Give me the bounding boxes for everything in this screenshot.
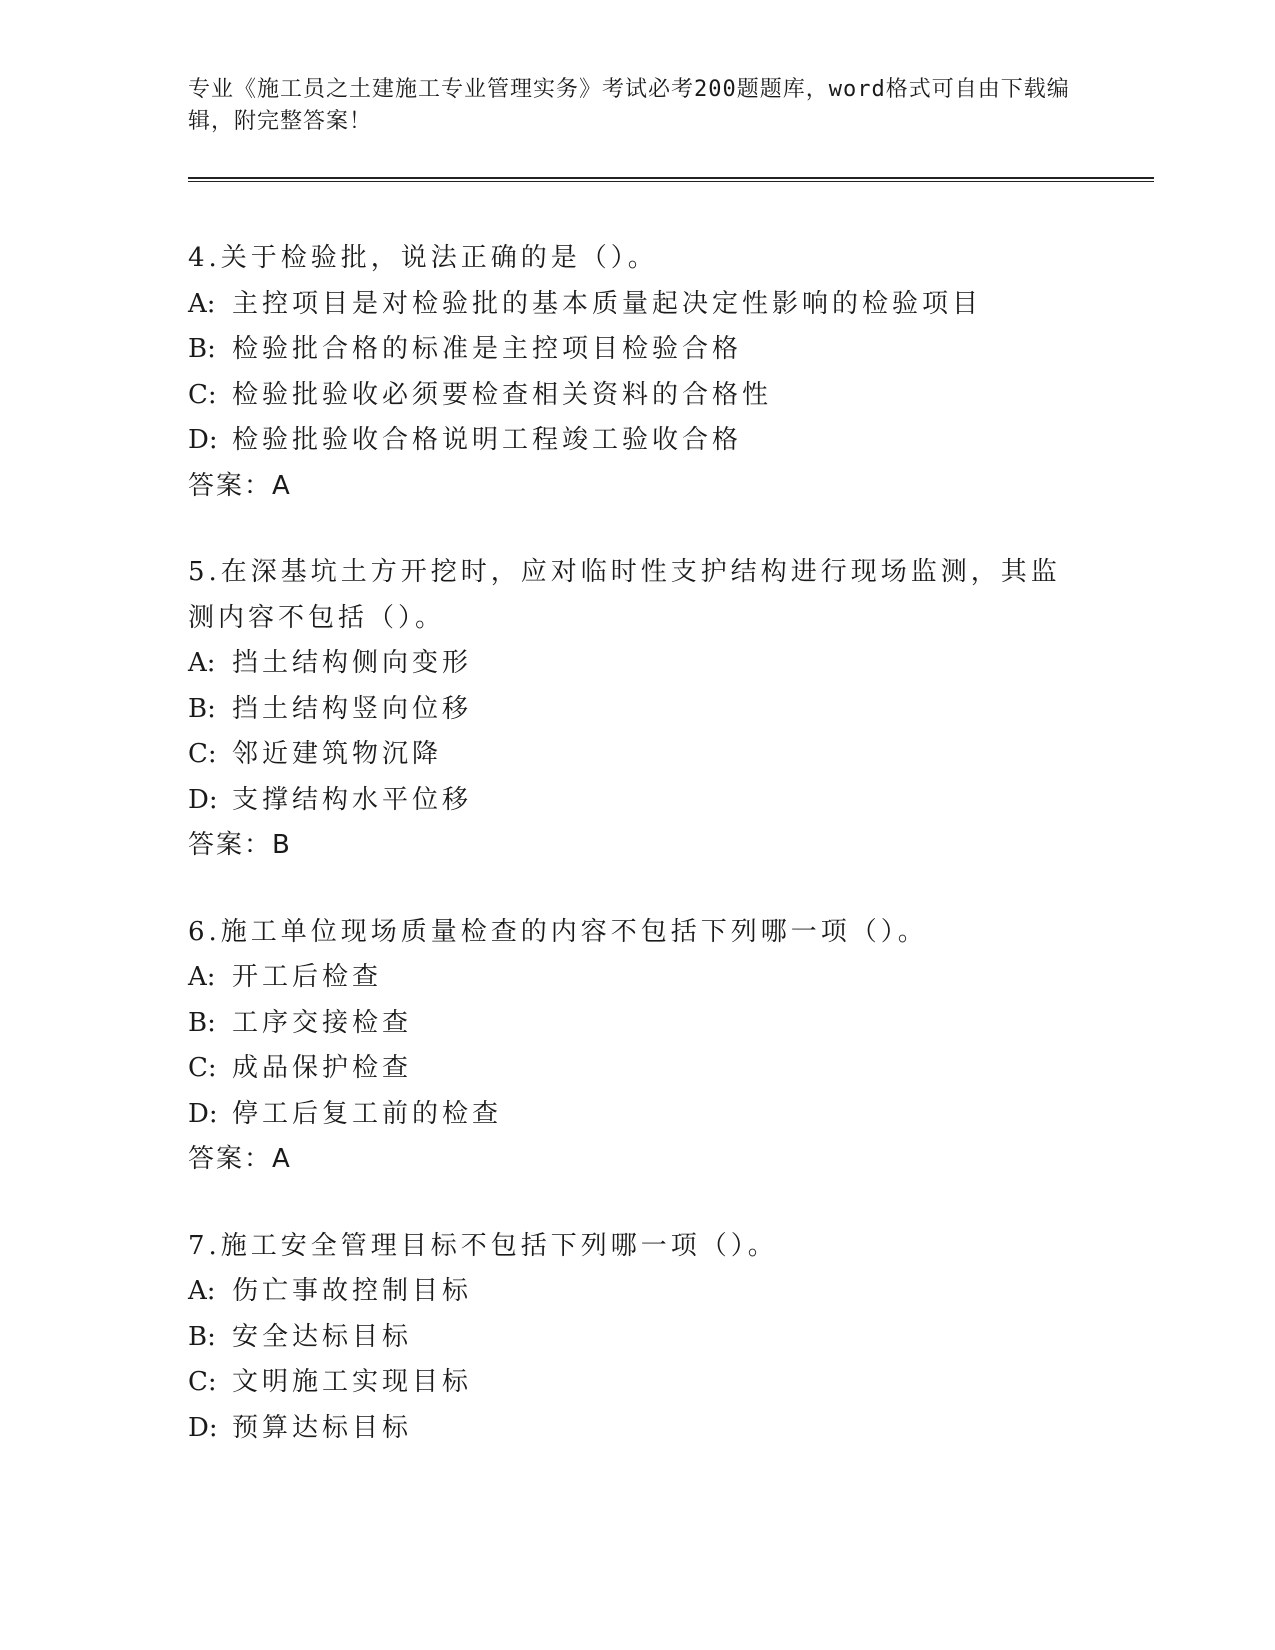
option-letter: B: — [188, 1321, 216, 1352]
option-text: 停工后复工前的检查 — [232, 1098, 503, 1129]
option-a — [188, 641, 1068, 687]
option-text: 邻近建筑物沉降 — [232, 739, 443, 769]
option-text: 文明施工实现目标 — [232, 1367, 473, 1397]
option-text: 安全达标目标 — [232, 1321, 413, 1352]
option-c — [188, 1360, 1068, 1406]
option-text: 检验批合格的标准是主控项目检验合格 — [232, 334, 743, 364]
option-text: 工序交接检查 — [232, 1007, 413, 1038]
question-title: 7.施工安全管理目标不包括下列哪一项（）。 — [188, 1230, 778, 1261]
answer-line: 答案：A — [188, 470, 292, 501]
option-letter: B: — [188, 334, 216, 364]
option-letter: A: — [188, 648, 216, 678]
option-d — [188, 778, 1068, 824]
answer-line: 答案：B — [188, 830, 292, 860]
option-text: 检验批验收必须要检查相关资料的合格性 — [232, 379, 773, 410]
option-letter: C: — [188, 379, 217, 410]
document-header: 专业《施工员之土建施工专业管理实务》考试必考200题题库，word格式可自由下载编辑，附完整答案！ — [188, 77, 1070, 134]
option-text: 检验批验收合格说明工程竣工验收合格 — [232, 425, 743, 455]
option-a — [188, 955, 1068, 1001]
option-text: 主控项目是对检验批的基本质量起决定性影响的检验项目 — [232, 288, 983, 319]
option-c — [188, 1046, 1068, 1092]
header-divider — [188, 177, 1154, 182]
question-title: 4.关于检验批，说法正确的是（）。 — [188, 243, 658, 273]
option-letter: B: — [188, 693, 216, 724]
option-d — [188, 1406, 1068, 1452]
option-letter: A: — [188, 1276, 216, 1306]
option-c — [188, 732, 1068, 778]
option-letter: B: — [188, 1007, 216, 1038]
option-letter: A: — [188, 962, 216, 992]
option-b — [188, 687, 1068, 733]
option-text: 预算达标目标 — [232, 1412, 413, 1443]
option-d — [188, 418, 1068, 464]
option-a — [188, 282, 1068, 328]
option-text: 开工后检查 — [232, 962, 383, 992]
option-a — [188, 1269, 1068, 1315]
question-7 — [188, 1224, 1068, 1452]
question-4 — [188, 236, 1068, 509]
option-letter: D: — [188, 784, 218, 815]
question-title: 5.在深基坑土方开挖时，应对临时性支护结构进行现场监测，其监测内容不包括（）。 — [188, 557, 1061, 633]
option-b — [188, 1315, 1068, 1361]
option-text: 挡土结构竖向位移 — [232, 693, 473, 724]
option-c — [188, 373, 1068, 419]
option-letter: D: — [188, 1098, 218, 1129]
answer-line: 答案：A — [188, 1144, 292, 1174]
question-5 — [188, 550, 1068, 869]
question-title: 6.施工单位现场质量检查的内容不包括下列哪一项（）。 — [188, 916, 928, 947]
option-text: 成品保护检查 — [232, 1053, 413, 1083]
option-text: 伤亡事故控制目标 — [232, 1276, 473, 1306]
option-letter: A: — [188, 288, 216, 319]
option-d — [188, 1092, 1068, 1138]
option-letter: D: — [188, 425, 218, 455]
option-b — [188, 1001, 1068, 1047]
question-list — [188, 236, 1068, 1492]
option-text: 支撑结构水平位移 — [232, 784, 473, 815]
option-letter: C: — [188, 1053, 217, 1083]
option-letter: C: — [188, 739, 217, 769]
option-letter: C: — [188, 1367, 217, 1397]
question-6 — [188, 910, 1068, 1183]
option-letter: D: — [188, 1412, 218, 1443]
option-b — [188, 327, 1068, 373]
option-text: 挡土结构侧向变形 — [232, 648, 473, 678]
